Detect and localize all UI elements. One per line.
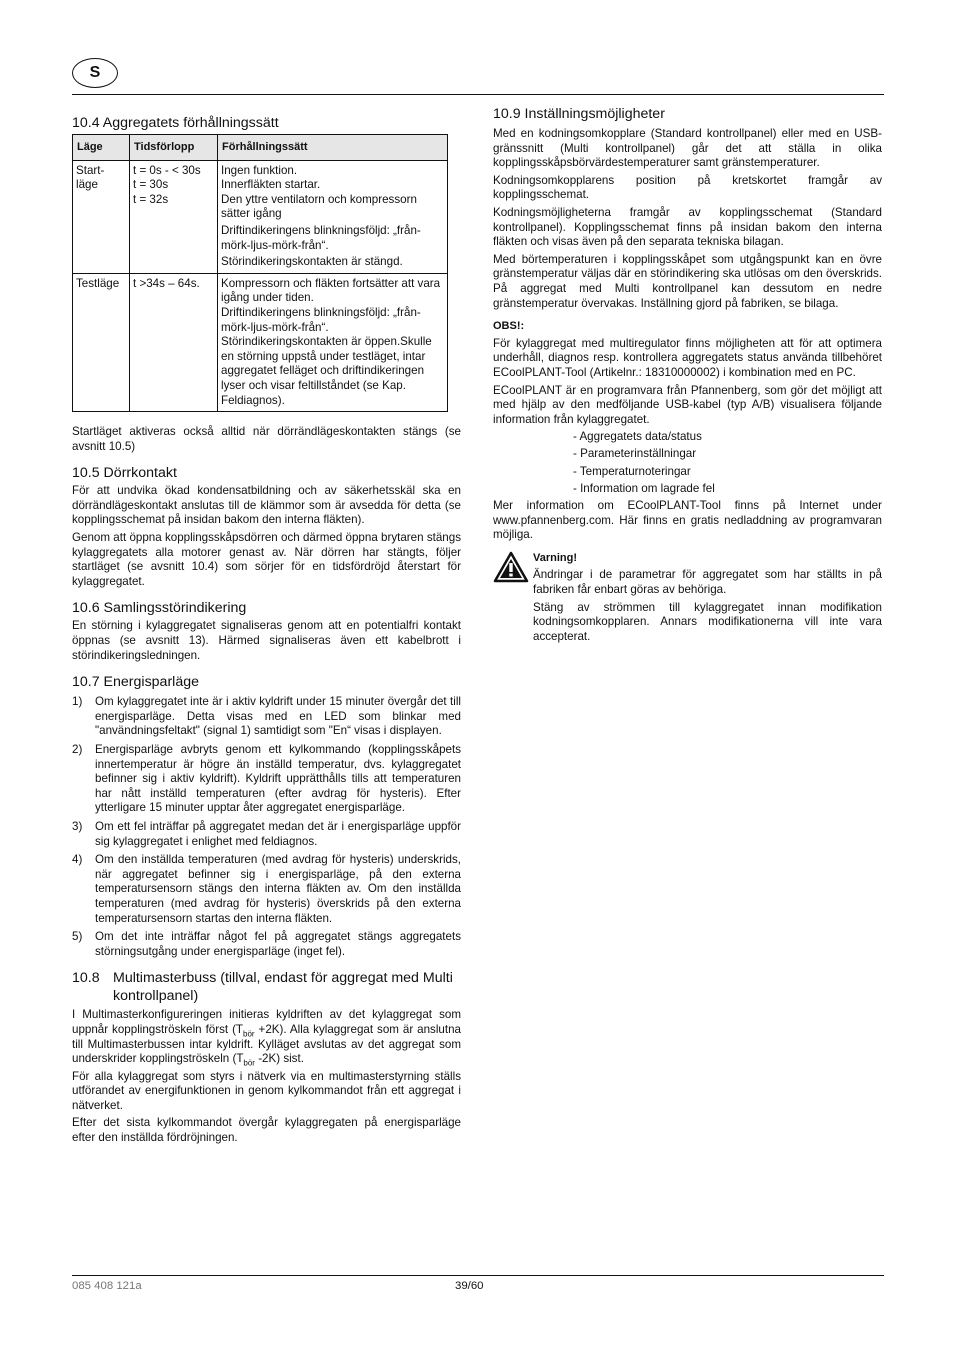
footer-rule — [72, 1275, 884, 1276]
section-10-5-heading: 10.5 Dörrkontakt — [72, 465, 177, 482]
paragraph: Genom att öppna kopplingsskåpsdörren och därmed öppna brytaren stängs kylaggregatets alla motorer genast av. När dörren har stängts, följer startläget (se avsnitt 10.4) som sörjer för en tidsfördröjd återstart för kylaggregatet. — [72, 531, 461, 588]
list-item: 2) Energisparläge avbryts genom ett kylkommando (kopplingsskåpets innertemperatur är högre än inställd temperatur, dvs. kylaggregatet befinner sig i aktiv kyldrift). Kyldrift upprätthålls tills att temperaturen har nått inställd temperaturen (efter avdrag för hysteris). Efter ytterligare 15 minuter upptar åter aggregatet energisparläge. — [72, 743, 461, 815]
paragraph: För att undvika ökad kondensatbildning och av säkerhetsskäl ska en dörrändlägeskontakt anslutas till de klämmor som är avsedda för detta (se kopplingsschemat på insidan bakom den interna fläkten). — [72, 484, 461, 527]
table-header-cell: Tidsförlopp — [130, 135, 218, 161]
doc-number: 085 408 121a — [72, 1280, 142, 1292]
obs-label: OBS!: — [493, 320, 525, 333]
page-number: 39/60 — [455, 1280, 484, 1292]
paragraph: Ändringar i de parametrar för aggregatet som har ställts in på fabriken får enbart göras av behöriga. — [533, 568, 882, 596]
list-item: 4) Om den inställda temperaturen (med avdrag för hysteris) underskrids, när aggregatet befinner sig i energisparläge, på den externa temperatursensorn stängs den interna fläkten av. Om den inställda temperaturen (med avdrag för hysteris) överskrids på den externa temperatursensorn startas den interna fläkten. — [72, 853, 461, 925]
list-item: 3) Om ett fel inträffar på aggregatet medan det är i energisparläge uppför sig kylaggregatet i enlighet med feldiagnos. — [72, 819, 461, 848]
section-10-6-heading: 10.6 Samlingsstörindikering — [72, 600, 247, 617]
header-rule — [72, 94, 884, 95]
table-cell-time: t >34s – 64s. — [130, 273, 218, 411]
warning-block — [493, 551, 882, 648]
warning-triangle-icon — [493, 551, 533, 648]
list-item: 5) Om det inte inträffar något fel på aggregatet stängs aggregatets störningsutgång under energisparläge (inget fel). — [72, 930, 461, 958]
section-10-7-heading: 10.7 Energisparläge — [72, 674, 199, 691]
startmode-note: Startläget aktiveras också alltid när dörrändlägeskontakten stängs (se avsnitt 10.5) — [72, 425, 461, 453]
info-list — [573, 430, 882, 496]
table-cell-mode: Testläge — [73, 273, 130, 411]
table-header-row — [73, 135, 448, 161]
warning-title: Varning! — [533, 551, 578, 564]
table-cell-mode: Start- läge — [73, 160, 130, 273]
section-10-9-heading: 10.9 Inställningsmöjligheter — [493, 106, 665, 122]
table-cell-behaviour: Ingen funktion. Innerfläkten startar. Den yttre ventilatorn och kompressorn sätter igång Driftindikeringens blinkningsföljd: „från-mörk-ljus-mörk-från“. Störindikeringskontakten är stängd. — [218, 160, 448, 273]
table-row — [73, 160, 448, 273]
paragraph: Kodningsmöjligheterna framgår av kopplingsschemat (Standard kontrollpanel). Kopplingsschemat finns på insidan bakom den interna fläkten och visas även på den separata tekniska bilagan. — [493, 205, 882, 249]
language-badge: S — [72, 58, 118, 88]
list-item: 1) Om kylaggregatet inte är i aktiv kyldrift under 15 minuter övergår det till energisparläge. Detta visas med en LED som blinkar med "användningsfeltakt" (signal 1) samtidigt som "En“ visas i displayen. — [72, 695, 461, 738]
paragraph: Kodningsomkopplarens position på kretskortet framgår av kopplingsschemat. — [493, 173, 882, 202]
paragraph: För kylaggregat med multiregulator finns möjligheten att för att optimera underhåll, diagnos resp. kontrollera aggregatets status använda tillbehöret ECoolPLANT-Tool (Artikelnr.: 18310000002) i kombination med en PC. — [493, 336, 882, 379]
table-header-cell: Förhållningssätt — [218, 135, 448, 161]
left-column — [72, 114, 461, 1149]
paragraph: Stäng av strömmen till kylaggregatet innan modifikation kodningsomkopplaren. Annars modifikationerna vill inte vara accepterat. — [533, 600, 882, 643]
paragraph: Mer information om ECoolPLANT-Tool finns på Internet under www.pfannenberg.com. Här finns en gratis nedladdning av programvaran möjliga. — [493, 499, 882, 542]
list-item: - Information om lagrade fel — [573, 481, 715, 495]
table-cell-time: t = 0s - < 30s t = 30s t = 32s — [130, 160, 218, 273]
paragraph: ECoolPLANT är en programvara från Pfannenberg, som gör det möjligt att med hjälp av den medföljande USB-kabel (typ A/B) visualisera följande information från kylaggregatet. — [493, 383, 882, 426]
behaviour-table — [72, 134, 448, 412]
paragraph: I Multimasterkonfigureringen initieras kyldriften av det kylaggregat som uppnår kopplingströskeln först $(T_{bör} +2K)$. Alla kylaggregat som är anslutna till Multimasterbussen intar kyldrift. Kylläget avslutas av det aggregat som underskrider kopplingströskeln ($T_{bör}$ -2K) sist. — [72, 1008, 461, 1068]
paragraph: Med en kodningsomkopplare (Standard kontrollpanel) eller med en USB-gränssnitt (Multi kontrollpanel) går det att ställa in olika kopplingsskåpsbörvärdestemperaturer samt gränstemperaturer. — [493, 127, 882, 170]
table-header-cell: Läge — [73, 135, 130, 161]
energy-save-list — [72, 695, 461, 959]
section-10-8-heading: 10.8 Multimasterbuss (tillval, endast för aggregat med Multi kontrollpanel) — [72, 970, 453, 1005]
paragraph: Med börtemperaturen i kopplingsskåpet som utgångspunkt kan en övre gränstemperatur väljas där en störindikering ska utlösas om den överskrids. På aggregat med Multi kontrollpanel kan dessutom en nedre gränstemperatur övervakas. Inställning gjord på fabriken, se bilaga. — [493, 252, 882, 310]
warning-text — [533, 551, 882, 648]
paragraph: En störning i kylaggregatet signaliseras genom att en potentialfri kontakt öppnas (se avsnitt 13). Härmed signaliseras även ett kabelbrott i störindikeringsledningen. — [72, 619, 461, 662]
table-row — [73, 273, 448, 411]
section-10-4-heading: 10.4 Aggregatets förhållningssätt — [72, 115, 279, 131]
list-item: - Temperaturnoteringar — [573, 464, 691, 478]
paragraph: För alla kylaggregat som styrs i nätverk via en multimasterstyrning ställs utförandet av energifunktionen in genom kylkommandot från ett aggregat i nätverket. — [72, 1069, 461, 1112]
right-column — [493, 105, 882, 647]
table-cell-behaviour: Kompressorn och fläkten fortsätter att vara igång under tiden. Driftindikeringens blinkningsföljd: „från-mörk-ljus-mörk-från“. Störindikeringskontakten är öppen.Skulle en störning uppstå under testläget, intar aggregatet felläget och driftindikeringen lyser och visar feltillståndet (se Kap. Feldiagnos). — [218, 273, 448, 411]
list-item: - Aggregatets data/status — [573, 430, 702, 444]
paragraph: Efter det sista kylkommandot övergår kylaggregaten på energisparläge efter den inställda fördröjningen. — [72, 1116, 461, 1145]
list-item: - Parameterinställningar — [573, 447, 697, 461]
